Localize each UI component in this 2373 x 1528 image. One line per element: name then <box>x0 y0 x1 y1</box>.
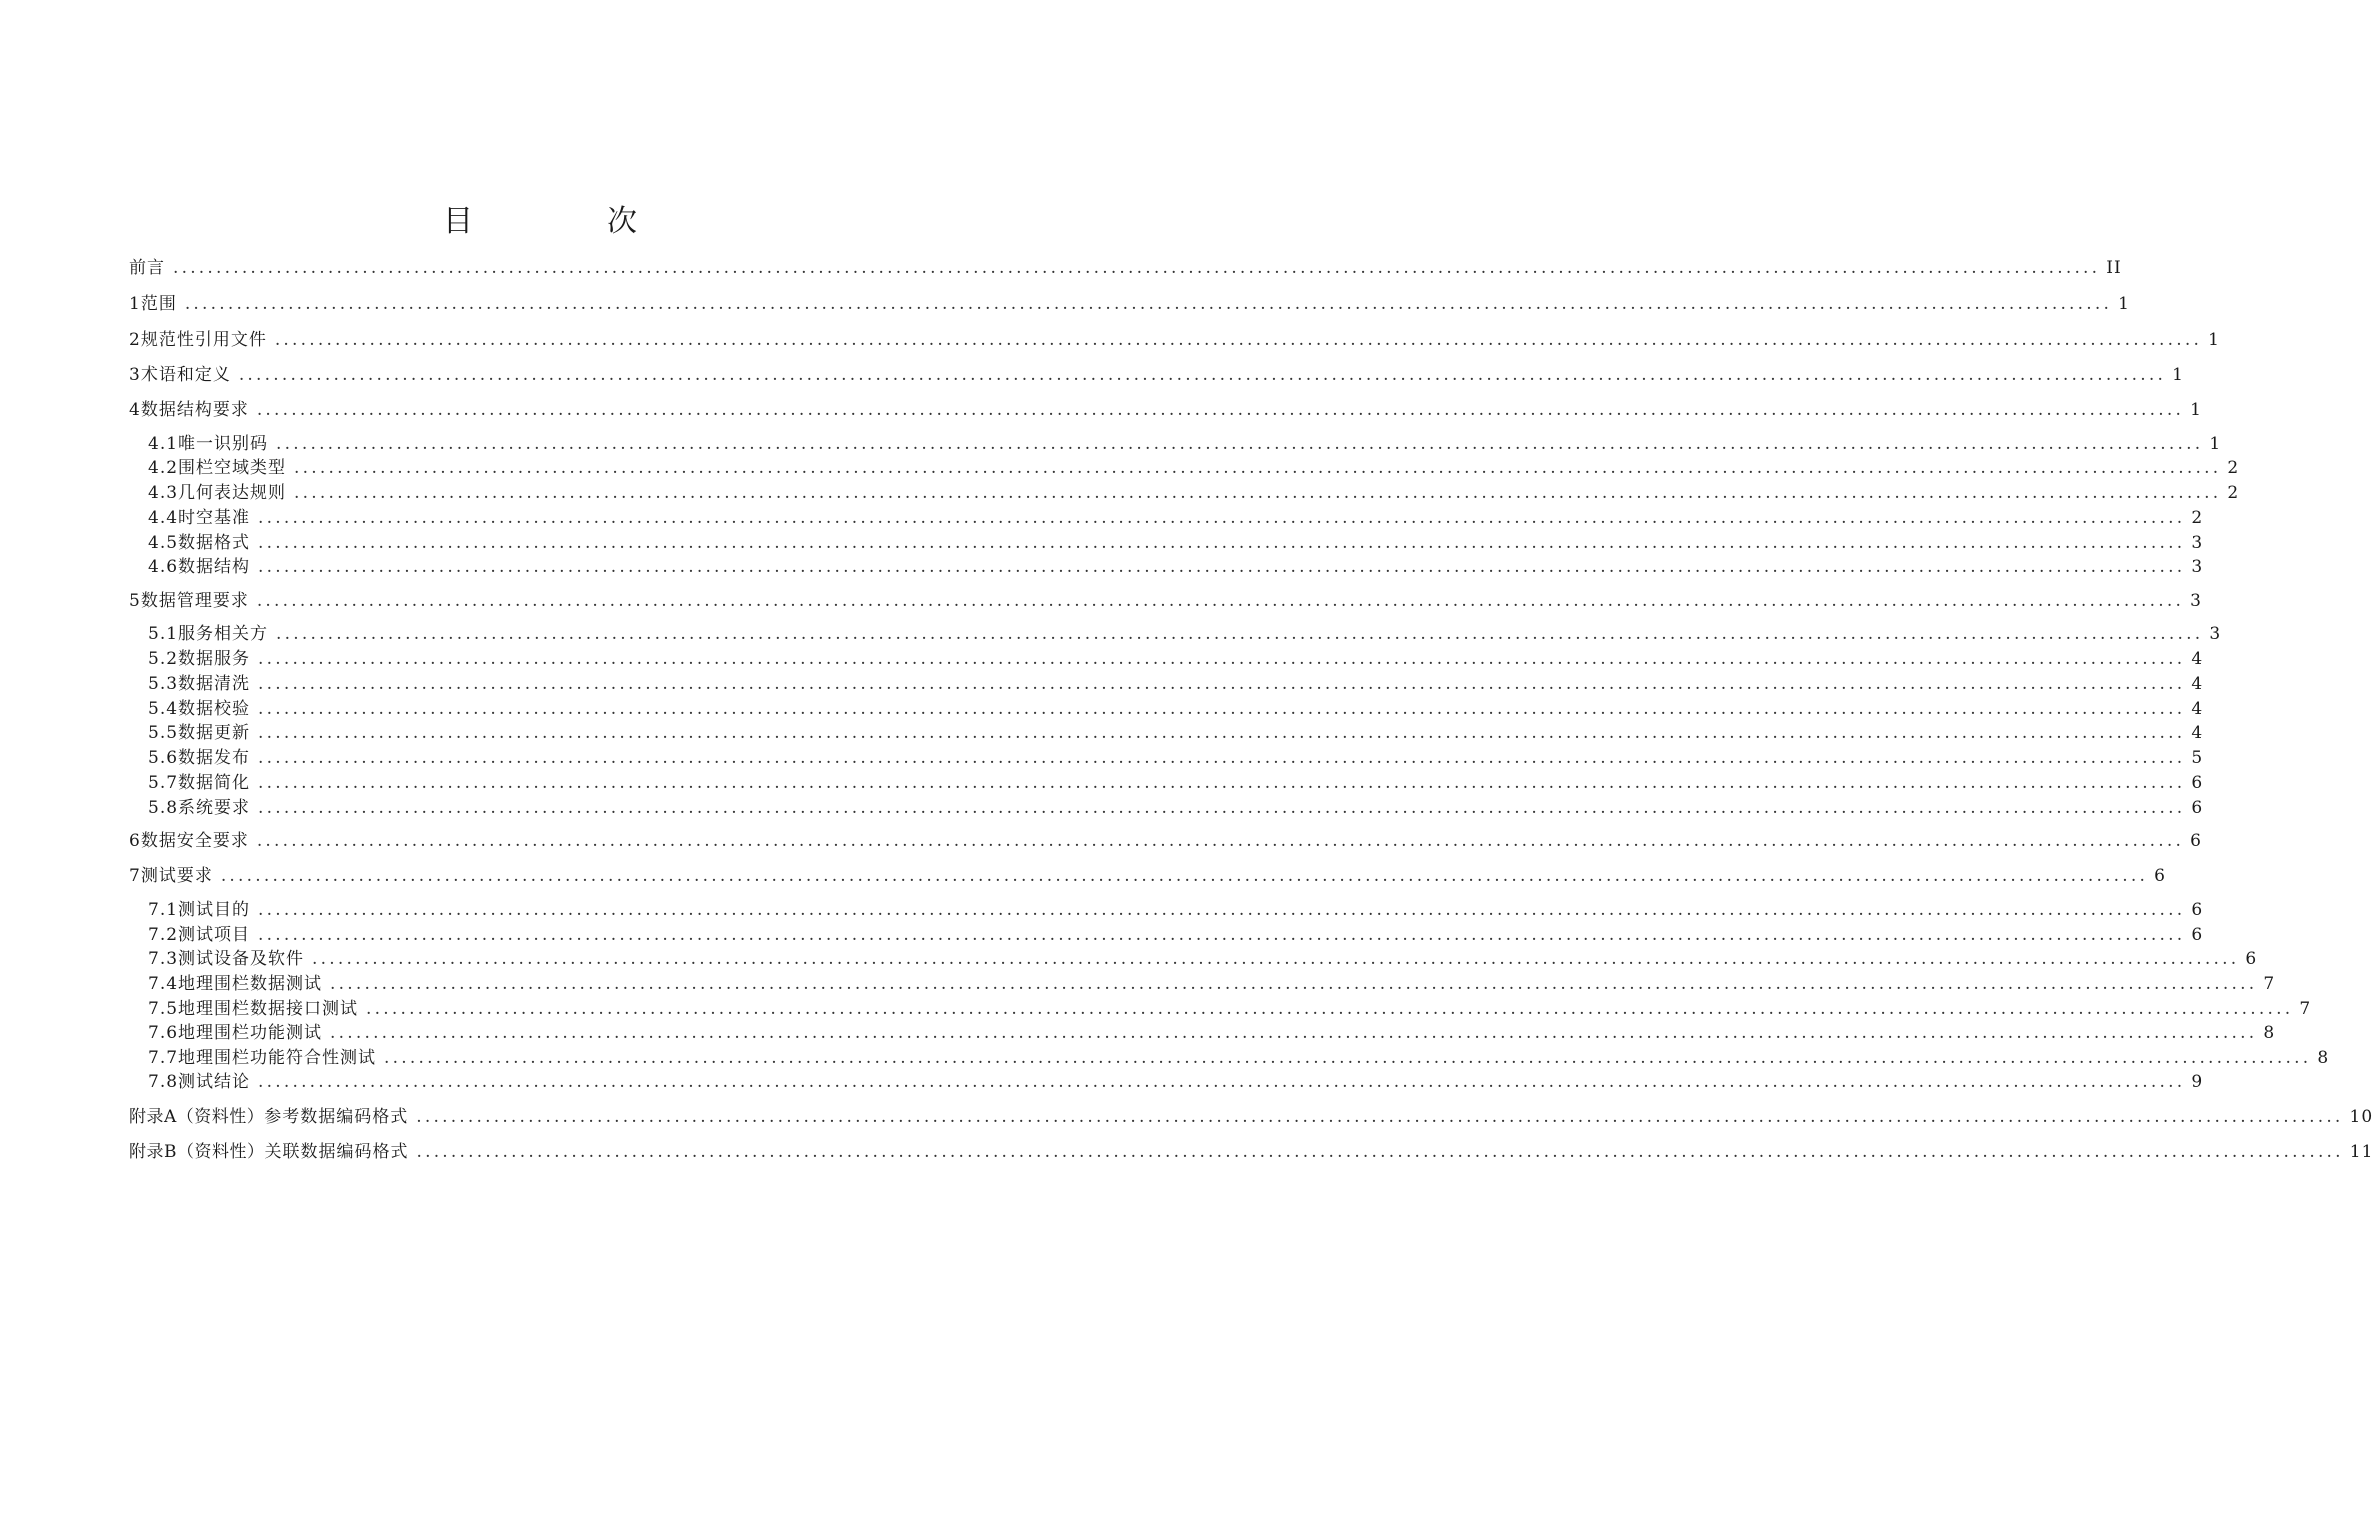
toc-entry-7-6[interactable] <box>148 1023 2276 1043</box>
toc-leader: ................................................................................................................................................................................................................................ <box>312 949 2240 969</box>
toc-entry-text: 术语和定义 <box>140 365 231 385</box>
toc-page-number: 1 <box>2190 400 2202 420</box>
toc-page-number: 3 <box>2191 533 2204 553</box>
toc-entry-7-3[interactable] <box>148 949 2258 969</box>
toc-entry-5-6[interactable] <box>148 748 2204 768</box>
toc-entry-number: 2 <box>129 330 141 350</box>
toc-entry-4-3[interactable] <box>148 483 2240 503</box>
toc-entry-number: 6 <box>129 831 141 851</box>
toc-page-number: 2 <box>2191 508 2204 528</box>
toc-leader: ................................................................................................................................................................................................................................ <box>258 900 2186 920</box>
toc-page-number: 6 <box>2191 900 2204 920</box>
toc-page-number: 8 <box>2263 1023 2276 1043</box>
toc-entry-text: 数据服务 <box>178 649 251 669</box>
toc-entry-number: 4.4 <box>148 508 179 528</box>
toc-entry-text: 数据格式 <box>178 533 251 553</box>
toc-entry-number: 附录B（资料性） <box>129 1142 265 1162</box>
toc-entry-text: 数据发布 <box>178 748 251 768</box>
toc-entry-text: 测试项目 <box>178 925 251 945</box>
toc-page-number: 7 <box>2299 999 2312 1019</box>
toc-entry-text: 地理围栏功能测试 <box>178 1023 323 1043</box>
toc-entry-2[interactable] <box>129 330 2220 350</box>
toc-entry-number: 5.4 <box>148 699 179 719</box>
toc-leader: ................................................................................................................................................................................................................................ <box>184 294 2113 314</box>
toc-entry-7-2[interactable] <box>148 925 2204 945</box>
toc-entry-number: 1 <box>129 294 141 314</box>
toc-page-number: 6 <box>2154 866 2166 886</box>
toc-leader: ................................................................................................................................................................................................................................ <box>256 591 2185 611</box>
toc-entry-5[interactable] <box>129 591 2202 611</box>
toc-entry-number: 7.3 <box>148 949 179 969</box>
toc-leader: ................................................................................................................................................................................................................................ <box>258 925 2186 945</box>
toc-leader: ................................................................................................................................................................................................................................ <box>330 1023 2258 1043</box>
toc-entry-7[interactable] <box>129 866 2166 886</box>
page-title: 目 次 <box>443 204 689 239</box>
toc-leader: ................................................................................................................................................................................................................................ <box>258 798 2186 818</box>
toc-leader: ................................................................................................................................................................................................................................ <box>258 699 2186 719</box>
toc-entry-5-2[interactable] <box>148 649 2204 669</box>
toc-leader: ................................................................................................................................................................................................................................ <box>416 1107 2344 1127</box>
toc-entry-7-4[interactable] <box>148 974 2276 994</box>
toc-page-number: 6 <box>2191 925 2204 945</box>
toc-leader: ................................................................................................................................................................................................................................ <box>258 1072 2186 1092</box>
toc-entry-text: 数据更新 <box>178 723 251 743</box>
toc-entry-number: 5.5 <box>148 723 179 743</box>
toc-entry-7-7[interactable] <box>148 1048 2330 1068</box>
toc-entry-4[interactable] <box>129 400 2202 420</box>
toc-leader: ................................................................................................................................................................................................................................ <box>258 533 2186 553</box>
toc-entry-appendix-b[interactable] <box>129 1142 2373 1162</box>
toc-page-number: 1 <box>2118 294 2130 314</box>
toc-entry-text: 服务相关方 <box>178 624 269 644</box>
toc-entry-appendix-a[interactable] <box>129 1107 2373 1127</box>
toc-entry-1[interactable] <box>129 294 2130 314</box>
toc-leader: ................................................................................................................................................................................................................................ <box>416 1142 2344 1162</box>
toc-entry-text: 地理围栏数据接口测试 <box>178 999 359 1019</box>
toc-page-number: 2 <box>2227 458 2240 478</box>
toc-leader: ................................................................................................................................................................................................................................ <box>258 674 2186 694</box>
toc-entry-number: 3 <box>129 365 141 385</box>
toc-entry-text: 数据管理要求 <box>140 591 249 611</box>
toc-leader: ................................................................................................................................................................................................................................ <box>384 1048 2312 1068</box>
toc-page-number: 11 <box>2349 1142 2373 1162</box>
toc-entry-number: 5.8 <box>148 798 179 818</box>
toc-page-number: 3 <box>2190 591 2202 611</box>
toc-leader: ................................................................................................................................................................................................................................ <box>258 748 2186 768</box>
toc-entry-number: 5.7 <box>148 773 179 793</box>
toc-page-number: 7 <box>2263 974 2276 994</box>
toc-page-number: 8 <box>2317 1048 2330 1068</box>
toc-entry-number: 7.7 <box>148 1048 179 1068</box>
toc-entry-text: 围栏空域类型 <box>178 458 287 478</box>
toc-entry-5-8[interactable] <box>148 798 2204 818</box>
toc-entry-text: 范围 <box>140 294 177 314</box>
toc-leader: ................................................................................................................................................................................................................................ <box>256 400 2185 420</box>
toc-entry-number: 4.2 <box>148 458 179 478</box>
toc-leader: ................................................................................................................................................................................................................................ <box>366 999 2294 1019</box>
toc-entry-4-6[interactable] <box>148 557 2204 577</box>
toc-page-number: 4 <box>2191 674 2204 694</box>
toc-page-number: 6 <box>2191 773 2204 793</box>
toc-leader: ................................................................................................................................................................................................................................ <box>274 330 2203 350</box>
toc-entry-5-7[interactable] <box>148 773 2204 793</box>
toc-page-number: 1 <box>2172 365 2184 385</box>
toc-entry-5-3[interactable] <box>148 674 2204 694</box>
toc-entry-5-1[interactable] <box>148 624 2222 644</box>
toc-entry-number: 7.5 <box>148 999 179 1019</box>
toc-entry-number: 7.4 <box>148 974 179 994</box>
toc-entry-text: 关联数据编码格式 <box>264 1142 409 1162</box>
toc-entry-number: 4.5 <box>148 533 179 553</box>
toc-entry-text: 数据简化 <box>178 773 251 793</box>
toc-page-number: 1 <box>2209 434 2222 454</box>
toc-page-number: 10 <box>2349 1107 2373 1127</box>
toc-entry-number: 7.2 <box>148 925 179 945</box>
toc-leader: ................................................................................................................................................................................................................................ <box>220 866 2149 886</box>
toc-page-number: 6 <box>2190 831 2202 851</box>
toc-entry-text: 数据清洗 <box>178 674 251 694</box>
toc-entry-5-4[interactable] <box>148 699 2204 719</box>
toc-entry-number: 5.1 <box>148 624 179 644</box>
toc-entry-text: 测试结论 <box>178 1072 251 1092</box>
toc-page-number: 4 <box>2191 699 2204 719</box>
toc-page-number: 4 <box>2191 649 2204 669</box>
toc-entry-foreword[interactable] <box>129 258 2122 278</box>
toc-page-number: 9 <box>2191 1072 2204 1092</box>
toc-entry-text: 规范性引用文件 <box>140 330 267 350</box>
toc-page-number: 5 <box>2191 748 2204 768</box>
toc-entry-7-5[interactable] <box>148 999 2312 1019</box>
toc-entry-number: 5 <box>129 591 141 611</box>
toc-entry-text: 时空基准 <box>178 508 251 528</box>
toc-page-number: 1 <box>2208 330 2220 350</box>
toc-leader: ................................................................................................................................................................................................................................ <box>258 773 2186 793</box>
toc-entry-4-2[interactable] <box>148 458 2240 478</box>
toc-entry-text: 参考数据编码格式 <box>264 1107 409 1127</box>
toc-entry-text: 测试设备及软件 <box>178 949 305 969</box>
toc-entry-number: 5.6 <box>148 748 179 768</box>
toc-leader: ................................................................................................................................................................................................................................ <box>330 974 2258 994</box>
toc-leader: ................................................................................................................................................................................................................................ <box>258 649 2186 669</box>
toc-leader: ................................................................................................................................................................................................................................ <box>258 508 2186 528</box>
toc-leader: ................................................................................................................................................................................................................................ <box>238 365 2167 385</box>
toc-page-number: 4 <box>2191 723 2204 743</box>
toc-entry-number: 4.3 <box>148 483 179 503</box>
toc-leader: ................................................................................................................................................................................................................................ <box>276 434 2204 454</box>
toc-entry-number: 7.1 <box>148 900 179 920</box>
toc-entry-text: 测试目的 <box>178 900 251 920</box>
toc-page-number: 3 <box>2209 624 2222 644</box>
toc-entry-number: 4.1 <box>148 434 179 454</box>
toc-entry-text: 数据结构 <box>178 557 251 577</box>
toc-entry-text: 数据校验 <box>178 699 251 719</box>
toc-entry-number: 附录A（资料性） <box>129 1107 265 1127</box>
toc-entry-number: 7.8 <box>148 1072 179 1092</box>
toc-entry-text: 前言 <box>129 258 165 278</box>
toc-leader: ................................................................................................................................................................................................................................ <box>276 624 2204 644</box>
toc-entry-text: 系统要求 <box>178 798 251 818</box>
toc-entry-4-5[interactable] <box>148 533 2204 553</box>
toc-page-number: 6 <box>2245 949 2258 969</box>
toc-entry-number: 4.6 <box>148 557 179 577</box>
toc-entry-number: 4 <box>129 400 141 420</box>
toc-entry-number: 7.6 <box>148 1023 179 1043</box>
toc-entry-3[interactable] <box>129 365 2184 385</box>
toc-entry-7-1[interactable] <box>148 900 2204 920</box>
toc-page-number: 6 <box>2191 798 2204 818</box>
toc-leader: ................................................................................................................................................................................................................................ <box>256 831 2185 851</box>
toc-leader: ................................................................................................................................................................................................................................ <box>294 458 2222 478</box>
toc-page-number: 2 <box>2227 483 2240 503</box>
toc-entry-4-1[interactable] <box>148 434 2222 454</box>
toc-entry-number: 7 <box>129 866 141 886</box>
toc-leader: ................................................................................................................................................................................................................................ <box>258 723 2186 743</box>
toc-entry-6[interactable] <box>129 831 2202 851</box>
toc-entry-text: 唯一识别码 <box>178 434 269 454</box>
toc-entry-text: 几何表达规则 <box>178 483 287 503</box>
toc-entry-text: 地理围栏功能符合性测试 <box>178 1048 377 1068</box>
toc-entry-text: 数据结构要求 <box>140 400 249 420</box>
toc-entry-text: 地理围栏数据测试 <box>178 974 323 994</box>
toc-page-number: II <box>2106 258 2122 278</box>
toc-leader: ................................................................................................................................................................................................................................ <box>173 258 2101 278</box>
toc-entry-7-8[interactable] <box>148 1072 2204 1092</box>
toc-leader: ................................................................................................................................................................................................................................ <box>294 483 2222 503</box>
toc-entry-5-5[interactable] <box>148 723 2204 743</box>
toc-leader: ................................................................................................................................................................................................................................ <box>258 557 2186 577</box>
toc-entry-text: 数据安全要求 <box>140 831 249 851</box>
toc-entry-4-4[interactable] <box>148 508 2204 528</box>
toc-entry-number: 5.3 <box>148 674 179 694</box>
toc-entry-number: 5.2 <box>148 649 179 669</box>
toc-page-number: 3 <box>2191 557 2204 577</box>
toc-entry-text: 测试要求 <box>140 866 213 886</box>
